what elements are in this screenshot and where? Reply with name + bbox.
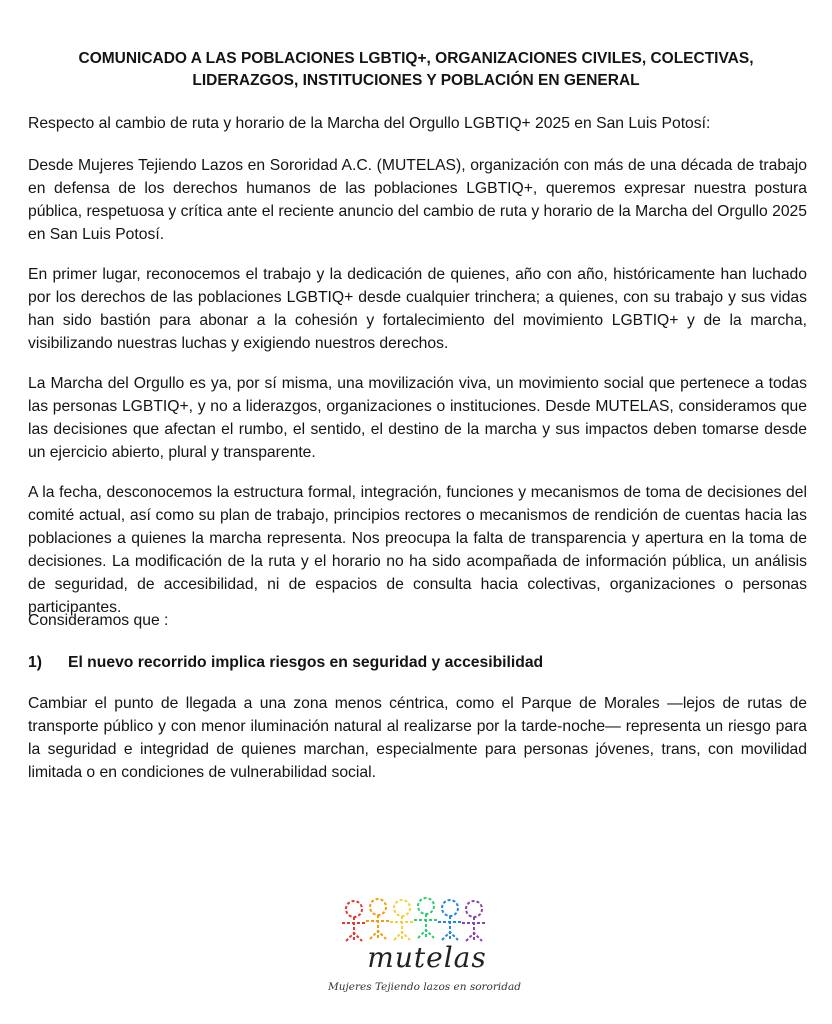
paragraph-4: A la fecha, desconocemos la estructura formal, integración, funciones y mecanismos de toma de decisiones del comité actual, así como su plan de trabajo, principios rectores o mecanismos de rendición de cuentas hacia las poblaciones a quienes la marcha representa. Nos preocupa la falta de transparencia y apertura en la toma de decisiones. La modificación de la ruta y el horario no ha sido acompañada de información pública, un análisis de seguridad, de accesibilidad, ni de espacios de consulta hacia colectivas, organizaciones o personas participantes. (28, 484, 807, 616)
paragraph-5: Consideramos que : (28, 612, 169, 629)
title-line-1: COMUNICADO A LAS POBLACIONES LGBTIQ+, ORGANIZACIONES CIVILES, COLECTIVAS, (78, 50, 754, 67)
paragraph-3: La Marcha del Orgullo es ya, por sí misma, una movilización viva, un movimiento social que pertenece a todas las personas LGBTIQ+, y no a liderazgos, organizaciones o instituciones. Desde MUTELAS, consideramos que las decisiones que afectan el rumbo, el sentido, el destino de la marcha y sus impactos deben tomarse desde un ejercicio abierto, plural y transparente. (28, 375, 807, 461)
paragraph-6: Cambiar el punto de llegada a una zona menos céntrica, como el Parque de Morales —lejos de rutas de transporte público y con menor iluminación natural al realizarse por la tarde-noche— representa un riesgo para la seguridad e integridad de quienes marchan, especialmente para personas jóvenes, trans, con movilidad limitada o en condiciones de vulnerabilidad social. (28, 695, 807, 781)
title-line-2: LIDERAZGOS, INSTITUCIONES Y POBLACIÓN EN GENERAL (192, 72, 640, 89)
logo-wordmark: mutelas (367, 941, 487, 974)
section-heading-text: El nuevo recorrido implica riesgos en seguridad y accesibilidad (68, 654, 544, 671)
mutelas-logo (328, 893, 521, 1008)
paragraph-1: Desde Mujeres Tejiendo Lazos en Sororidad A.C. (MUTELAS), organización con más de una década de trabajo en defensa de los derechos humanos de las poblaciones LGBTIQ+, queremos expresar nuestra postura pública, respetuosa y crítica ante el reciente anuncio del cambio de ruta y horario de la Marcha del Orgullo 2025 en San Luis Potosí. (28, 157, 807, 243)
section-heading-1 (28, 651, 543, 674)
logo-tagline: Mujeres Tejiendo lazos en sororidad (328, 981, 521, 993)
section-number: 1) (28, 654, 42, 671)
intro-paragraph: Respecto al cambio de ruta y horario de la Marcha del Orgullo LGBTIQ+ 2025 en San Luis Potosí: (28, 115, 711, 132)
document-title (60, 48, 772, 92)
paragraph-2: En primer lugar, reconocemos el trabajo y la dedicación de quienes, año con año, históricamente han luchado por los derechos de las poblaciones LGBTIQ+ desde cualquier trinchera; a quienes, con su trabajo y sus vidas han sido bastión para abonar a la cohesión y fortalecimiento del movimiento LGBTIQ+ y de la marcha, visibilizando nuestras luchas y exigiendo nuestros derechos. (28, 266, 807, 352)
